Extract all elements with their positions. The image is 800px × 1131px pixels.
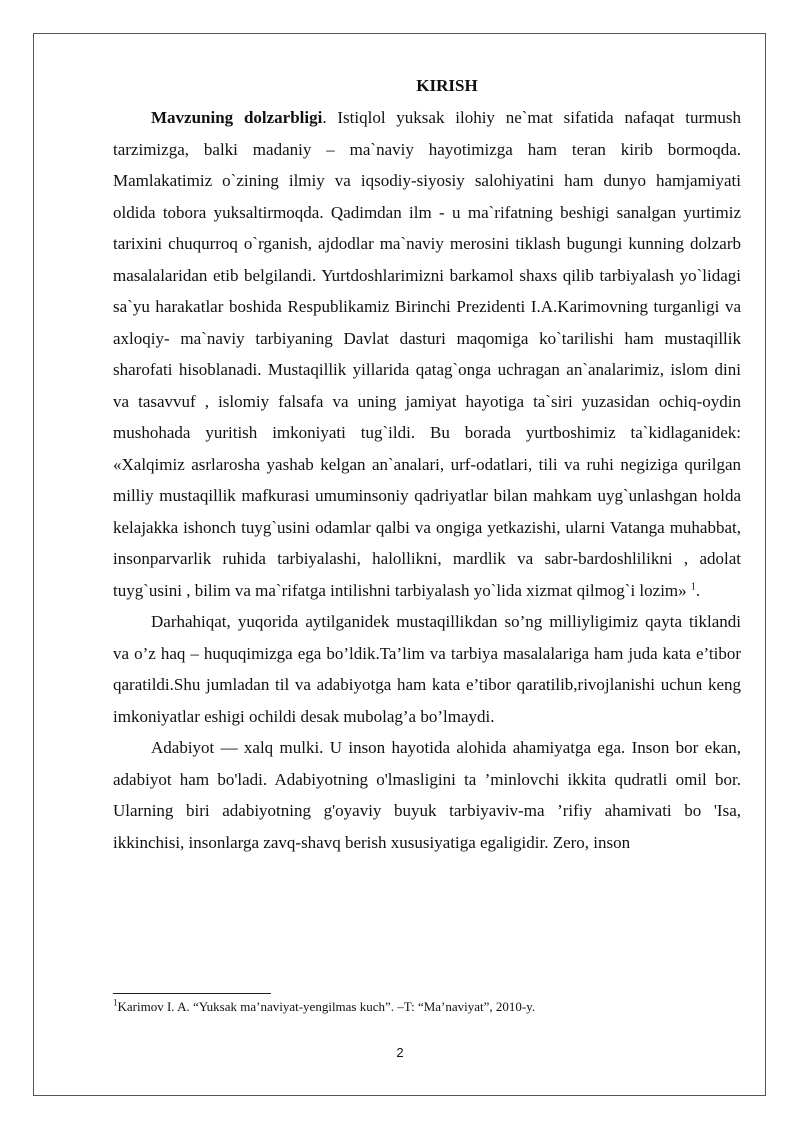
footnote-divider bbox=[113, 993, 271, 994]
document-body bbox=[113, 76, 741, 858]
footnote-text: Karimov I. A. “Yuksak ma’naviyat-yengilmas kuch”. –T: “Ma’naviyat”, 2010-y. bbox=[117, 999, 536, 1014]
footnote bbox=[113, 999, 741, 1015]
footnote-marker: 1 bbox=[113, 997, 118, 1008]
paragraph-relevance-end: . bbox=[695, 580, 701, 600]
relevance-heading: Mavzuning dolzarbligi bbox=[151, 108, 323, 127]
paragraph-independence: Darhahiqat, yuqorida aytilganidek mustaqillikdan so’ng milliyligimiz qayta tiklandi va o’z haq – huquqimizga ega bo’ldik.Ta’lim va tarbiya masalalariga ham juda kata e’tibor qaratildi.Shu jumladan til va adabiyotga ham kata e’tibor qaratilib,rivojlanishi uchun keng imkoniyatlar eshigi ochildi desak mubolag’a bo’lmaydi. bbox=[113, 612, 741, 726]
page-number: 2 bbox=[396, 1045, 404, 1060]
paragraph-relevance-text: . Istiqlol yuksak ilohiy ne`mat sifatida nafaqat turmush tarzimizga, balki madaniy – ma`naviy hayotimizga ham teran kirib bormoqda. Mamlakatimiz o`zining ilmiy va iqsodiy-siyosiy salohiyatini ham dunyo hamjamiyati oldida tobora yuksaltirmoqda. Qadimdan ilm - u ma`rifatning beshigi sanalgan yurtimiz tarixini chuqurroq o`rganish, ajdodlar ma`naviy merosini tiklash bugungi kunning dolzarb masalalaridan etib belgilandi. Yurtdoshlarimizni barkamol shaxs qilib tarbiyalash yo`lidagi sa`yu harakatlar boshida Respublikamiz Birinchi Prezidenti I.A.Karimovning turganligi va axloqiy- ma`naviy tarbiyaning Davlat dasturi maqomiga ko`tarilishi ham mustaqillik sharofati hisoblanadi. Mustaqillik yillarida qatag`onga uchragan an`analarimiz, islom dini va tasavvuf , islomiy falsafa va uning jamiyat hayotiga ta`siri yuzasidan ochiq-oydin mushohada yuritish imkoniyati tug`ildi. Bu borada yurtboshimiz ta`kidlaganidek: «Xalqimiz asrlarosha yashab kelgan an`analari, urf-odatlari, tili va ruhi negiziga qurilgan milliy mustaqillik mafkurasi umuminsoniy qadriyatlar bilan mahkam uyg`unlashgan holda kelajakka ishonch tuyg`usini odamlar qalbi va ongiga yetkazishi, ularni Vatanga muhabbat, insonparvarlik ruhida tarbiyalashi, halollikni, mardlik va sabr-bardoshlilikni , adolat tuyg`usini , bilim va ma`rifatga intilishni tarbiyalash yo`lida xizmat qilmog`i lozim» bbox=[113, 108, 741, 600]
document-title: KIRISH bbox=[416, 76, 478, 95]
paragraph-relevance bbox=[113, 102, 741, 606]
paragraph-literature: Adabiyot — xalq mulki. U inson hayotida alohida ahamiyatga ega. Inson bor ekan, adabiyot ham bo'ladi. Adabiyotning o'lmasligini ta ’minlovchi ikkita qudratli omil bor. Ularning biri adabiyotning g'oyaviy buyuk tarbiyaviv-ma ’rifiy ahamivati bo 'Isa, ikkinchisi, insonlarga zavq-shavq berish xususiyatiga egaligidir. Zero, inson bbox=[113, 738, 741, 852]
footnote-reference[interactable]: 1 bbox=[690, 580, 696, 592]
